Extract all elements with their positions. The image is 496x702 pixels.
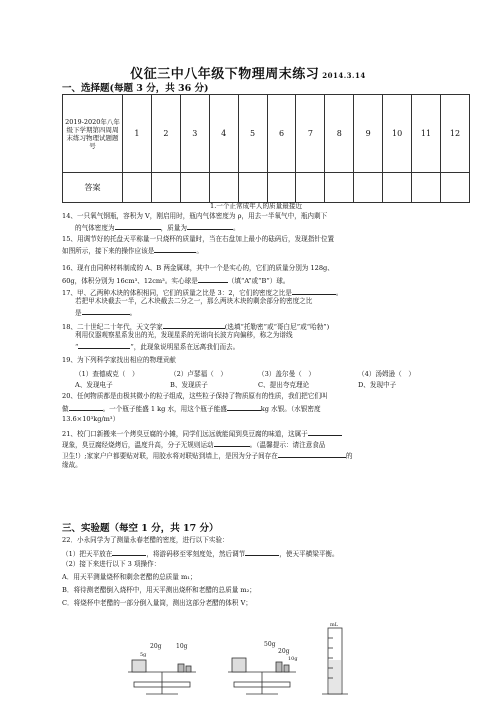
answer-cell[interactable]: [296, 173, 325, 203]
question-21-text: 卫生!）;家家户户都要贴对联，用胶水将对联贴到墙上，是因为分子间存在: [62, 452, 278, 460]
question-19-line1: 19、为下列科学家找出相应的物理贡献: [62, 356, 176, 364]
question-20-line2: [62, 403, 472, 415]
answer-blank[interactable]: [214, 439, 250, 447]
weight-label: 10g: [176, 643, 188, 650]
cylinder-unit-label: mL: [330, 622, 339, 628]
balance-left: [128, 660, 196, 694]
question-16-line2: [62, 275, 472, 287]
question-number: 2: [151, 95, 180, 173]
title-text: 仪征三中八年级下物理周末练习: [130, 67, 320, 82]
option-choice: D、发现中子: [358, 381, 397, 389]
answer-blank[interactable]: [163, 321, 225, 329]
question-17-text: 是: [75, 309, 82, 317]
question-18-text: “: [75, 343, 79, 351]
measuring-cylinder: [322, 628, 348, 694]
question-14-text: 的气体密度为: [75, 224, 115, 232]
question-22-text: ，使天平横梁平衡。: [279, 550, 339, 558]
option-choice: B、发现质子: [170, 381, 208, 389]
experiment-figure: [118, 620, 368, 700]
question-16-text: 60g，体积分别为 16cm³、12cm³。实心球是: [62, 277, 198, 285]
question-21-line1: [62, 428, 472, 440]
question-21-text: 21、校门口新搬来一个烤臭豆腐的小摊，同学们远远就能闻到臭豆腐的味道，这属于: [62, 430, 308, 438]
question-number: 8: [325, 95, 354, 173]
answer-row-label: 答案: [63, 173, 123, 203]
question-18-text: 18、二十世纪二十年代，天文学家: [62, 323, 163, 331]
answer-blank[interactable]: [78, 341, 130, 349]
question-18-text: (选填“托勒密”或“哥白尼”或“哈勃”): [224, 323, 330, 331]
question-21-line3: [62, 450, 472, 462]
question-17-text: 。: [335, 289, 343, 297]
question-22-line3: （2）接下来进行以下 3 项操作：: [62, 560, 161, 568]
question-21-text: 。（温馨提示：请注意食品: [249, 441, 326, 449]
weight-label: 5g: [140, 652, 147, 658]
answer-cell[interactable]: [209, 173, 238, 203]
weight-label: 20g: [150, 643, 162, 650]
question-number: 12: [440, 95, 469, 173]
answer-blank[interactable]: [112, 548, 146, 556]
question-17-line2: 若把甲木块截去一半，乙木块截去二分之一，那么两块木块的剩余部分的密度之比: [75, 297, 313, 305]
question-15-line2: [62, 245, 472, 257]
question-18-line2: 利用仪器观察星系发出的光，发现星系的光谱向长波方向偏移，称之为谱线: [75, 331, 293, 339]
question-22-line1: 22．小永同学为了测量永春老醋的密度，进行以下实验：: [62, 536, 229, 544]
question-15-text: 如图所示，接下来的操作应该是: [62, 247, 155, 255]
answer-blank[interactable]: [278, 450, 346, 458]
question-number: 7: [296, 95, 325, 173]
question-16-text: （填“A”或“B”）球。: [227, 277, 290, 285]
question-20-text: kg 水银。（水银密度: [260, 405, 321, 413]
answer-blank[interactable]: [82, 307, 130, 315]
question-22-line2: [62, 548, 472, 560]
answer-blank[interactable]: [292, 287, 336, 295]
question-number: 4: [209, 95, 238, 173]
question-number: 1: [123, 95, 152, 173]
question-number: 6: [267, 95, 296, 173]
answer-blank[interactable]: [308, 428, 342, 436]
weight-label: 20g: [278, 648, 290, 655]
answer-cell[interactable]: [180, 173, 209, 203]
question-14-text: 。: [232, 224, 240, 232]
option-choice: C、提出夸克理论: [258, 381, 310, 389]
question-22-step-c: C．将烧杯中老醋的一部分倒入量筒，测出这部分老醋的体积 V；: [62, 599, 252, 607]
question-15-line1: 15、用调节好的托盘天平称量一只烧杯的质量时，当在右盘加上最小的砝码后，发现指针位置: [62, 235, 335, 243]
question-21-line2: [62, 439, 472, 451]
answer-blank[interactable]: [187, 222, 233, 230]
option-person: （3）盖尔曼（ ）: [258, 370, 315, 378]
question-22-step-b: B．将待测老醋倒入烧杯中，用天平测出烧杯和老醋的总质量 m₂；: [62, 586, 256, 594]
answer-cell[interactable]: [123, 173, 152, 203]
answer-cell[interactable]: [354, 173, 383, 203]
question-14-text: ，质量为: [160, 224, 187, 232]
answer-blank[interactable]: [245, 548, 279, 556]
question-20-line3: 13.6×10³kg/m³）: [62, 415, 120, 423]
answer-table: [62, 94, 470, 203]
answer-cell[interactable]: [440, 173, 469, 203]
question-21-line4: 缘故。: [62, 461, 82, 469]
question-16-line1: 16、现有由同种材料制成的 A、B 两金属球，其中一个是实心的，它们的质量分别为 128g、: [62, 264, 334, 272]
balance-right: [228, 658, 296, 694]
title-date: 2014.3.14: [322, 71, 366, 80]
section-heading-experiment: 三、实验题（每空 1 分，共 17 分）: [62, 523, 219, 534]
weight-label: 50g: [264, 641, 276, 648]
question-18-text: ”，此现象说明星系在远离我们而去。: [130, 343, 240, 351]
answer-blank[interactable]: [154, 245, 196, 253]
question-1-text: 1.一个正常成年人的质量最接近: [210, 202, 303, 210]
answer-cell[interactable]: [325, 173, 354, 203]
option-choice: A、发现电子: [75, 381, 113, 389]
question-17-text: 17、甲、乙两种木块的体积相同，它们的质量之比是 3：2，它们的密度之比是: [62, 289, 292, 297]
option-person: （1）查德威克（ ）: [75, 370, 139, 378]
answer-blank[interactable]: [198, 275, 228, 283]
question-14-line2: [75, 222, 470, 234]
section-heading-choice: 一、选择题(每题 3 分，共 36 分): [62, 83, 209, 94]
question-number: 10: [383, 95, 412, 173]
table-header-label: 2019-2020年八年级下学期第四周周末练习物理试题题号: [63, 95, 123, 173]
weight-label: 10g: [288, 656, 298, 662]
question-20-text: 做: [62, 405, 69, 413]
question-number: 9: [354, 95, 383, 173]
question-17-line3: [75, 307, 470, 319]
answer-cell[interactable]: [267, 173, 296, 203]
answer-blank[interactable]: [115, 222, 161, 230]
question-20-text: 。一个瓶子能盛 1 kg 水，用这个瓶子能盛: [102, 405, 227, 413]
question-21-text: 现象，臭豆腐经烧烤后，温度升高，分子无规则运动: [62, 441, 214, 449]
question-number: 5: [238, 95, 267, 173]
question-15-text: 。: [196, 247, 203, 255]
question-14-line1: 14、一只氧气钢瓶，容积为 V，刚启用时，瓶内气体密度为 ρ，用去一半氧气中，瓶内剩下: [62, 212, 328, 220]
option-person: （2）卢瑟福（ ）: [170, 370, 227, 378]
question-number: 11: [412, 95, 441, 173]
option-person: （4）汤姆逊（ ）: [358, 370, 415, 378]
question-21-text: 的: [345, 452, 353, 460]
question-22-step-a: A．用天平测量烧杯和剩余老醋的总质量 m₁；: [62, 573, 197, 581]
question-20-line1: 20、任何物质都是由极其微小的粒子组成，这些粒子保持了物质原有的性质，我们把它们叫: [62, 392, 328, 400]
question-18-line3: [75, 341, 470, 353]
question-17-text: 。: [129, 309, 137, 317]
question-22-text: （1）把天平放在: [62, 550, 113, 558]
question-number-row: [63, 95, 470, 173]
answer-cell[interactable]: [383, 173, 412, 203]
question-number: 3: [180, 95, 209, 173]
answer-row: [63, 173, 470, 203]
answer-cell[interactable]: [412, 173, 441, 203]
answer-cell[interactable]: [151, 173, 180, 203]
question-22-text: ，将游码移至零刻度处，然后调节: [146, 550, 246, 558]
answer-cell[interactable]: [238, 173, 267, 203]
answer-blank[interactable]: [227, 403, 261, 411]
answer-blank[interactable]: [69, 403, 103, 411]
